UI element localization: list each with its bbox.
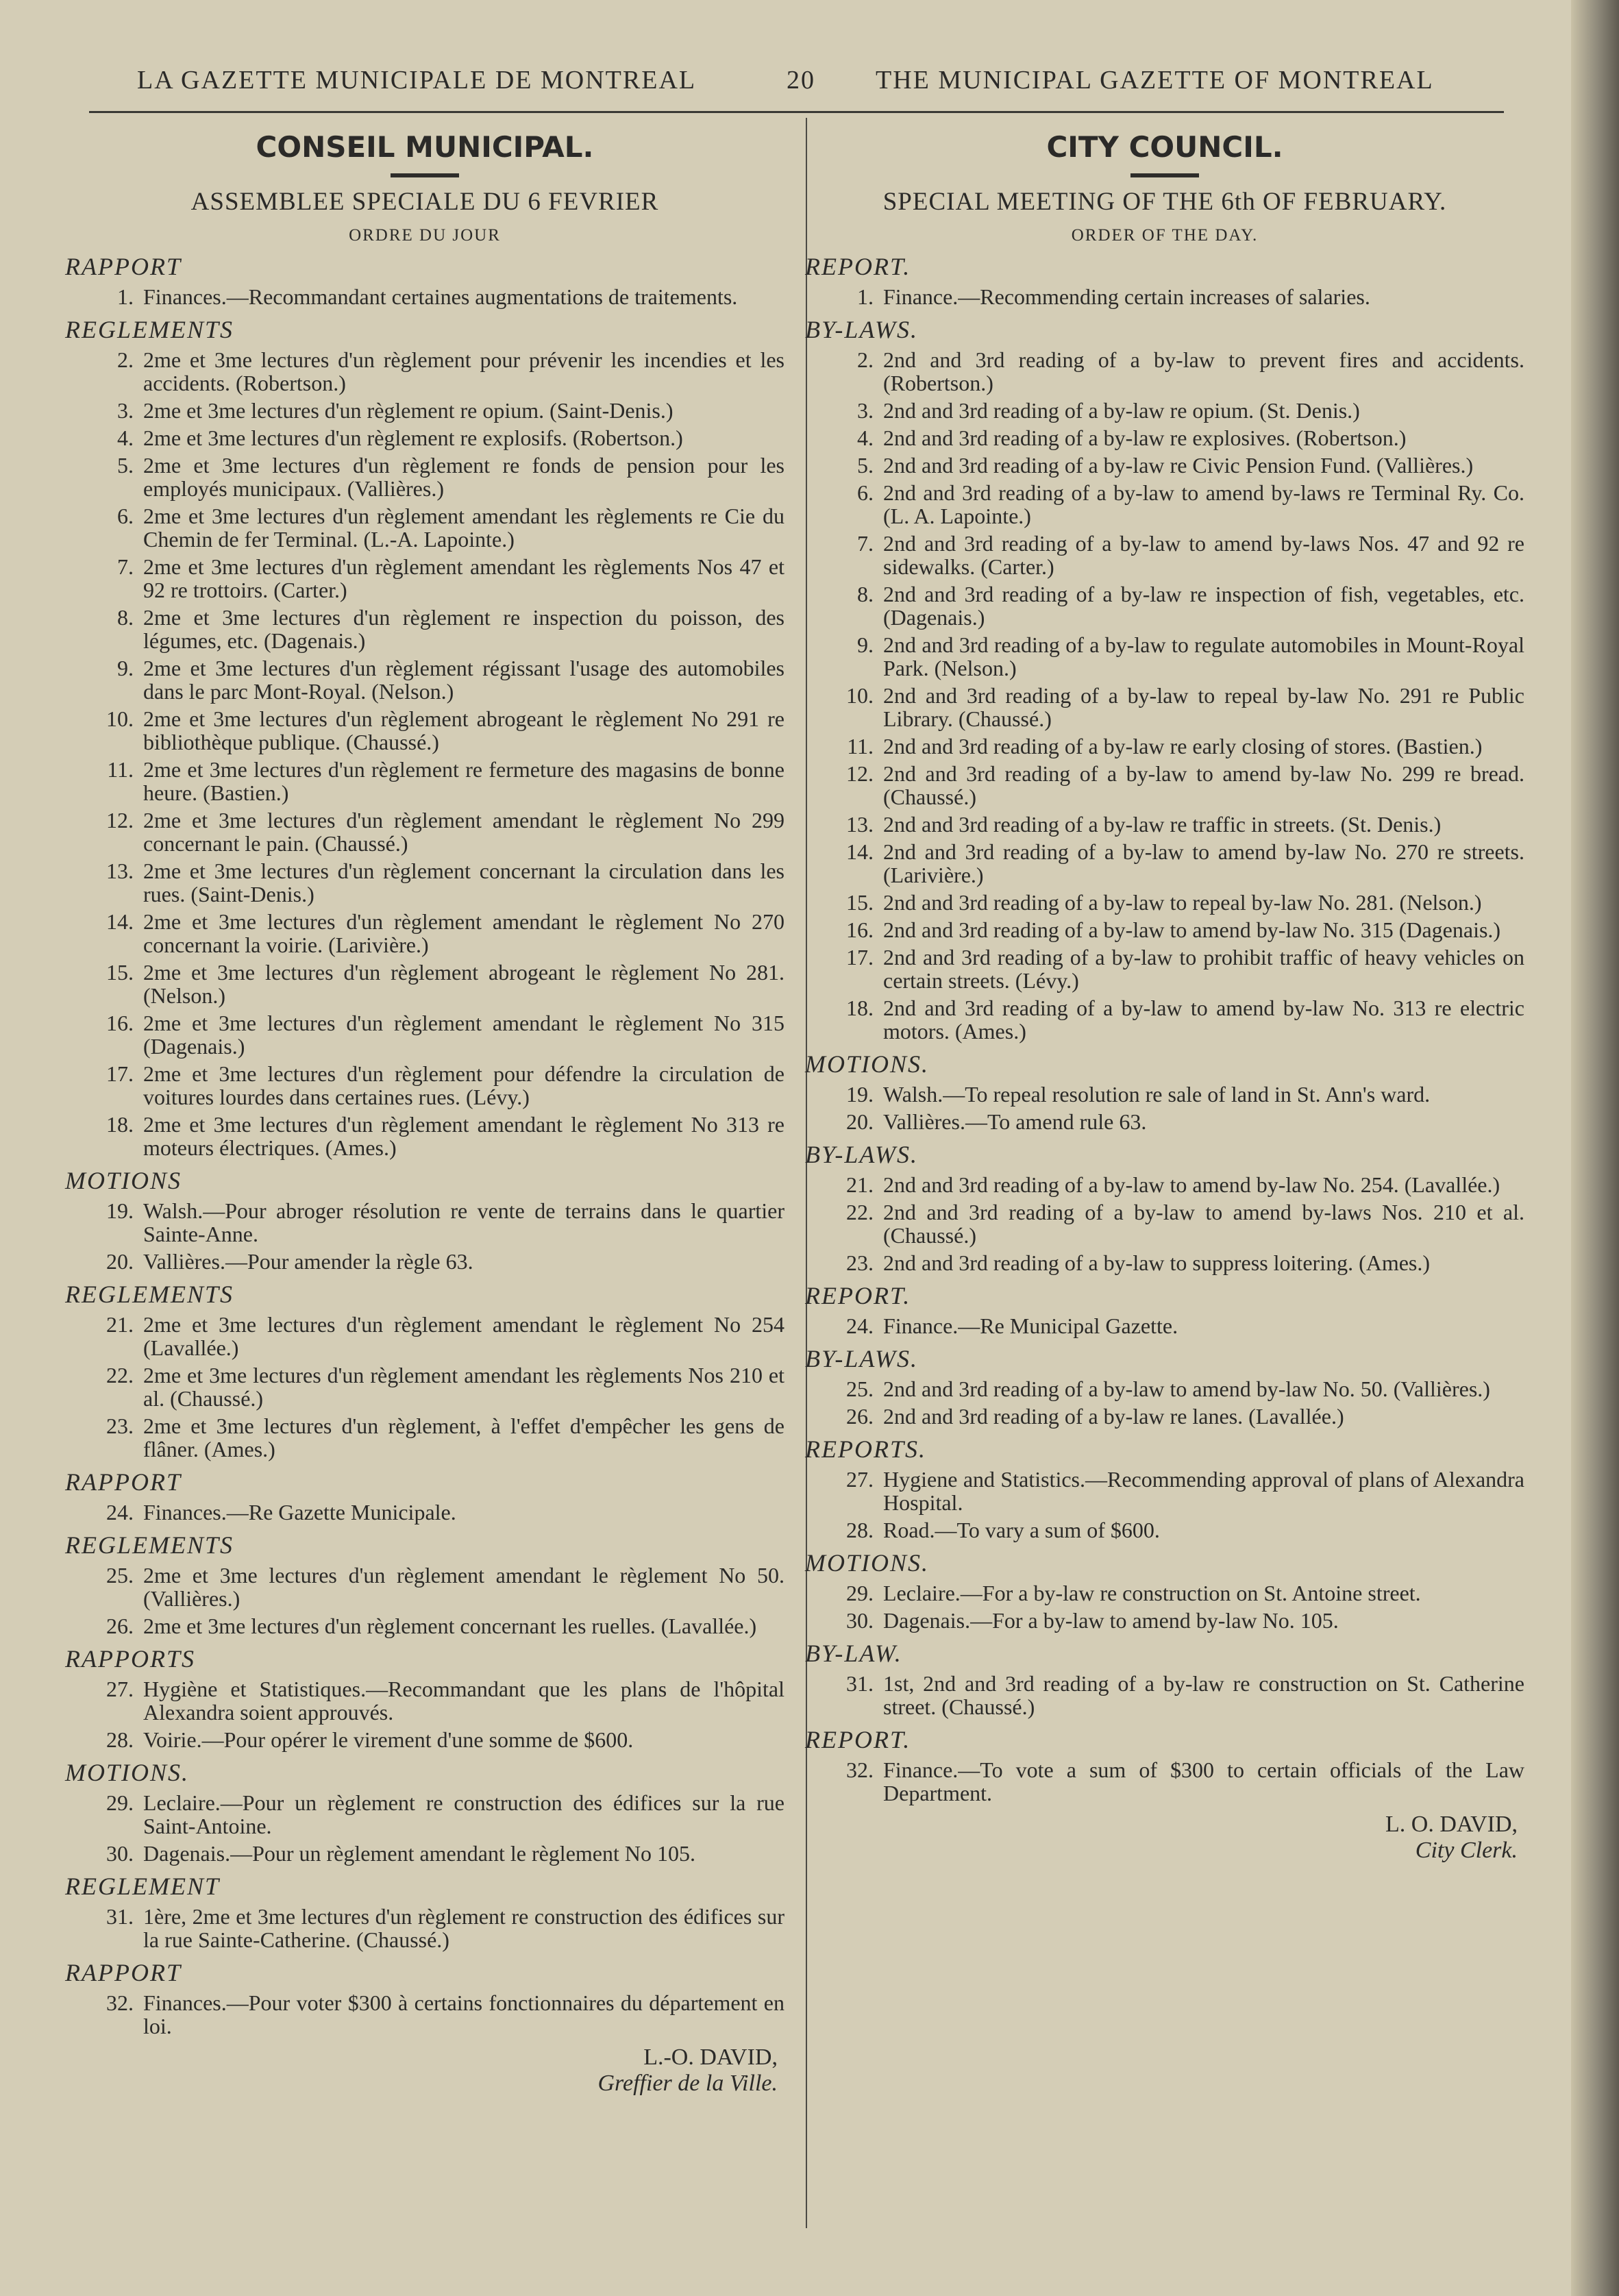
item-number: 7. xyxy=(857,531,874,556)
agenda-item xyxy=(65,1011,784,1058)
signature-title: Greffier de la Ville. xyxy=(597,2071,778,2096)
page-number: 20 xyxy=(787,66,815,95)
item-number: 25. xyxy=(846,1377,874,1401)
item-text: 2nd and 3rd reading of a by-law to prohibit traffic of heavy vehicles on certain streets. (Lévy.) xyxy=(883,945,1524,993)
item-number: 10. xyxy=(846,683,874,708)
item-number: 17. xyxy=(846,945,874,970)
item-text: 2nd and 3rd reading of a by-law to amend by-laws Nos. 47 and 92 re sidewalks. (Carter.) xyxy=(883,531,1524,579)
item-text: 2nd and 3rd reading of a by-law to amend by-laws Nos. 210 et al. (Chaussé.) xyxy=(883,1200,1524,1248)
item-text: 2me et 3me lectures d'un règlement re fonds de pension pour les employés municipaux. (Vallières.) xyxy=(143,453,784,501)
item-number: 5. xyxy=(857,453,874,478)
agenda-item xyxy=(805,285,1524,308)
item-text: Hygiène et Statistiques.—Recommandant que les plans de l'hôpital Alexandra soient approuvés. xyxy=(143,1677,784,1725)
item-number: 30. xyxy=(106,1841,134,1866)
item-number: 29. xyxy=(106,1790,134,1815)
item-number: 2. xyxy=(857,347,874,372)
item-text: 2nd and 3rd reading of a by-law re traffic in streets. (St. Denis.) xyxy=(883,812,1442,837)
item-number: 12. xyxy=(846,761,874,786)
item-text: 2me et 3me lectures d'un règlement pour défendre la circulation de voitures lourdes dans certaines rues. (Lévy.) xyxy=(143,1061,784,1109)
item-text: 2me et 3me lectures d'un règlement concernant la circulation dans les rues. (Saint-Denis.) xyxy=(143,859,784,906)
item-number: 16. xyxy=(106,1011,134,1035)
agenda-item xyxy=(65,1062,784,1109)
agenda-item xyxy=(65,606,784,652)
meeting-heading: ASSEMBLEE SPECIALE DU 6 FEVRIER xyxy=(190,188,659,216)
item-number: 26. xyxy=(106,1614,134,1638)
item-number: 15. xyxy=(846,890,874,915)
item-number: 7. xyxy=(117,554,134,579)
agenda-item xyxy=(65,707,784,754)
item-text: 2nd and 3rd reading of a by-law to suppress loitering. (Ames.) xyxy=(883,1250,1431,1275)
agenda-item xyxy=(65,1842,784,1865)
item-number: 8. xyxy=(857,582,874,606)
agenda-item xyxy=(805,1609,1524,1632)
item-number: 25. xyxy=(106,1563,134,1588)
item-number: 15. xyxy=(106,960,134,985)
signature-name: L.-O. DAVID, xyxy=(643,2045,778,2070)
agenda-item xyxy=(65,1250,784,1273)
item-number: 21. xyxy=(846,1172,874,1197)
item-number: 19. xyxy=(106,1198,134,1223)
item-number: 22. xyxy=(846,1200,874,1224)
item-number: 4. xyxy=(117,425,134,450)
agenda-item xyxy=(805,1083,1524,1106)
item-number: 21. xyxy=(106,1312,134,1337)
column-title: CITY COUNCIL. xyxy=(1046,130,1283,164)
item-text: 2me et 3me lectures d'un règlement concernant les ruelles. (Lavallée.) xyxy=(143,1614,757,1638)
item-number: 10. xyxy=(106,706,134,731)
agenda-item xyxy=(805,1672,1524,1718)
item-number: 22. xyxy=(106,1363,134,1387)
agenda-item xyxy=(65,758,784,804)
item-text: 2nd and 3rd reading of a by-law to amend by-law No. 315 (Dagenais.) xyxy=(883,917,1501,942)
item-text: Vallières.—To amend rule 63. xyxy=(883,1109,1147,1134)
item-number: 14. xyxy=(846,839,874,864)
item-text: 2me et 3me lectures d'un règlement, à l'effet d'empêcher les gens de flâner. (Ames.) xyxy=(143,1414,784,1461)
item-number: 31. xyxy=(846,1671,874,1696)
item-text: 2nd and 3rd reading of a by-law to repeal by-law No. 291 re Public Library. (Chaussé.) xyxy=(883,683,1524,731)
section-heading: MOTIONS xyxy=(65,1167,182,1194)
agenda-item xyxy=(65,555,784,602)
agenda-item xyxy=(65,910,784,956)
section-heading: BY-LAW. xyxy=(805,1640,902,1667)
item-number: 28. xyxy=(106,1727,134,1752)
agenda-item xyxy=(805,1314,1524,1337)
item-text: 2nd and 3rd reading of a by-law to prevent fires and accidents. (Robertson.) xyxy=(883,347,1524,395)
agenda-item xyxy=(65,1199,784,1246)
item-number: 9. xyxy=(857,632,874,657)
item-text: Road.—To vary a sum of $600. xyxy=(883,1518,1160,1542)
item-number: 16. xyxy=(846,917,874,942)
item-text: Finances.—Recommandant certaines augmentations de traitements. xyxy=(143,284,738,309)
item-text: 2nd and 3rd reading of a by-law to amend by-law No. 313 re electric motors. (Ames.) xyxy=(883,996,1524,1044)
item-number: 11. xyxy=(847,734,874,758)
section-heading: RAPPORT xyxy=(65,1468,182,1496)
order-of-day-label: ORDER OF THE DAY. xyxy=(1071,226,1259,245)
item-text: 1ère, 2me et 3me lectures d'un règlement re construction des édifices sur la rue Sainte-Catherine. (Chaussé.) xyxy=(143,1904,784,1952)
agenda-item xyxy=(805,684,1524,730)
item-number: 5. xyxy=(117,453,134,478)
item-number: 28. xyxy=(846,1518,874,1542)
agenda-item xyxy=(65,1501,784,1524)
section-heading: REPORT. xyxy=(805,1726,911,1753)
item-text: 2me et 3me lectures d'un règlement amendant le règlement No 50. (Vallières.) xyxy=(143,1563,784,1611)
column-title: CONSEIL MUNICIPAL. xyxy=(256,130,594,164)
item-number: 18. xyxy=(106,1112,134,1137)
agenda-item xyxy=(805,840,1524,887)
section-heading: REPORT. xyxy=(805,253,911,280)
agenda-item xyxy=(805,1251,1524,1274)
agenda-sections xyxy=(805,252,1524,1805)
item-text: Finances.—Pour voter $300 à certains fonctionnaires du département en loi. xyxy=(143,1990,784,2038)
order-of-day-label: ORDRE DU JOUR xyxy=(349,226,501,245)
agenda-item xyxy=(805,735,1524,758)
item-text: 2me et 3me lectures d'un règlement re opium. (Saint-Denis.) xyxy=(143,398,673,423)
agenda-item xyxy=(805,1200,1524,1247)
item-text: 2me et 3me lectures d'un règlement amendant les règlements re Cie du Chemin de fer Terminal. (L.-A. Lapointe.) xyxy=(143,504,784,552)
agenda-item xyxy=(65,454,784,500)
item-text: 2me et 3me lectures d'un règlement abrogeant le règlement No 291 re bibliothèque publique. (Chaussé.) xyxy=(143,706,784,754)
item-text: 2me et 3me lectures d'un règlement amendant le règlement No 315 (Dagenais.) xyxy=(143,1011,784,1059)
item-number: 29. xyxy=(846,1581,874,1605)
item-text: Walsh.—Pour abroger résolution re vente de terrains dans le quartier Sainte-Anne. xyxy=(143,1198,784,1246)
title-underline xyxy=(391,173,459,177)
section-heading: BY-LAWS. xyxy=(805,1345,918,1372)
item-text: 2nd and 3rd reading of a by-law to amend by-law No. 50. (Vallières.) xyxy=(883,1377,1490,1401)
item-text: 2nd and 3rd reading of a by-law re inspection of fish, vegetables, etc. (Dagenais.) xyxy=(883,582,1524,630)
item-text: Vallières.—Pour amender la règle 63. xyxy=(143,1249,473,1274)
item-text: Finances.—Re Gazette Municipale. xyxy=(143,1500,456,1525)
page-binding-shadow xyxy=(1571,0,1619,2296)
item-number: 12. xyxy=(106,808,134,832)
item-text: 2me et 3me lectures d'un règlement amendant le règlement No 299 concernant le pain. (Chaussé.) xyxy=(143,808,784,856)
agenda-item xyxy=(805,1468,1524,1514)
agenda-sections xyxy=(65,252,784,2038)
item-text: 2nd and 3rd reading of a by-law to amend by-law No. 270 re streets. (Larivière.) xyxy=(883,839,1524,887)
item-text: Finance.—To vote a sum of $300 to certain officials of the Law Department. xyxy=(883,1757,1524,1805)
section-heading: MOTIONS. xyxy=(805,1549,930,1577)
section-heading: RAPPORT xyxy=(65,1959,182,1986)
agenda-item xyxy=(65,961,784,1007)
item-number: 13. xyxy=(846,812,874,837)
item-text: 2nd and 3rd reading of a by-law re explosives. (Robertson.) xyxy=(883,425,1407,450)
agenda-item xyxy=(805,481,1524,528)
agenda-item xyxy=(65,1905,784,1951)
item-number: 24. xyxy=(106,1500,134,1525)
item-number: 27. xyxy=(106,1677,134,1701)
agenda-item xyxy=(65,656,784,703)
agenda-item xyxy=(805,348,1524,395)
agenda-item xyxy=(65,859,784,906)
section-heading: REPORT. xyxy=(805,1282,911,1309)
item-text: 2me et 3me lectures d'un règlement pour prévenir les incendies et les accidents. (Robertson.) xyxy=(143,347,784,395)
item-text: 2me et 3me lectures d'un règlement régissant l'usage des automobiles dans le parc Mont-Royal. (Nelson.) xyxy=(143,656,784,704)
agenda-item xyxy=(805,582,1524,629)
item-number: 11. xyxy=(107,757,134,782)
item-number: 30. xyxy=(846,1608,874,1633)
item-text: Dagenais.—Pour un règlement amendant le règlement No 105. xyxy=(143,1841,695,1866)
item-number: 27. xyxy=(846,1467,874,1492)
item-text: 2me et 3me lectures d'un règlement amendant les règlements Nos 47 et 92 re trottoirs. (Carter.) xyxy=(143,554,784,602)
item-text: Voirie.—Pour opérer le virement d'une somme de $600. xyxy=(143,1727,634,1752)
agenda-item xyxy=(65,1113,784,1159)
item-text: 2me et 3me lectures d'un règlement re fermeture des magasins de bonne heure. (Bastien.) xyxy=(143,757,784,805)
item-number: 18. xyxy=(846,996,874,1020)
agenda-item xyxy=(65,1313,784,1359)
item-number: 32. xyxy=(846,1757,874,1782)
agenda-item xyxy=(805,1377,1524,1400)
section-heading: MOTIONS. xyxy=(65,1759,190,1786)
agenda-item xyxy=(65,1677,784,1724)
section-heading: REGLEMENTS xyxy=(65,1531,234,1559)
section-heading: MOTIONS. xyxy=(805,1050,930,1078)
agenda-item xyxy=(805,426,1524,449)
item-number: 2. xyxy=(117,347,134,372)
item-number: 9. xyxy=(117,656,134,680)
item-text: Dagenais.—For a by-law to amend by-law No. 105. xyxy=(883,1608,1339,1633)
agenda-item xyxy=(65,1791,784,1838)
item-number: 3. xyxy=(117,398,134,423)
agenda-item xyxy=(65,285,784,308)
agenda-item xyxy=(65,426,784,449)
item-text: 2nd and 3rd reading of a by-law to amend by-law No. 299 re bread. (Chaussé.) xyxy=(883,761,1524,809)
item-number: 20. xyxy=(846,1109,874,1134)
agenda-item xyxy=(805,762,1524,808)
agenda-item xyxy=(805,996,1524,1043)
section-heading: BY-LAWS. xyxy=(805,316,918,343)
section-heading: REGLEMENTS xyxy=(65,1281,234,1308)
item-number: 20. xyxy=(106,1249,134,1274)
title-underline xyxy=(1130,173,1199,177)
header-title-english: THE MUNICIPAL GAZETTE OF MONTREAL xyxy=(876,66,1434,95)
item-text: 2me et 3me lectures d'un règlement amendant les règlements Nos 210 et al. (Chaussé.) xyxy=(143,1363,784,1411)
agenda-item xyxy=(805,1110,1524,1133)
agenda-item xyxy=(805,891,1524,914)
item-text: 2me et 3me lectures d'un règlement re inspection du poisson, des légumes, etc. (Dagenais.) xyxy=(143,605,784,653)
section-heading: BY-LAWS. xyxy=(805,1141,918,1168)
header-title-french: LA GAZETTE MUNICIPALE DE MONTREAL xyxy=(137,66,697,95)
agenda-item xyxy=(65,1614,784,1638)
section-heading: REGLEMENTS xyxy=(65,316,234,343)
item-text: Walsh.—To repeal resolution re sale of land in St. Ann's ward. xyxy=(883,1082,1431,1107)
agenda-item xyxy=(65,1363,784,1410)
item-text: 2me et 3me lectures d'un règlement amendant le règlement No 313 re moteurs électriques. (Ames.) xyxy=(143,1112,784,1160)
item-text: 2nd and 3rd reading of a by-law to regulate automobiles in Mount-Royal Park. (Nelson.) xyxy=(883,632,1524,680)
french-column xyxy=(65,130,784,2097)
agenda-item xyxy=(805,918,1524,941)
agenda-item xyxy=(805,1173,1524,1196)
section-heading: RAPPORT xyxy=(65,253,182,280)
item-number: 1. xyxy=(857,284,874,309)
agenda-item xyxy=(65,1414,784,1461)
signature-title: City Clerk. xyxy=(1415,1838,1518,1863)
item-text: 2nd and 3rd reading of a by-law to amend by-laws re Terminal Ry. Co. (L. A. Lapointe.) xyxy=(883,480,1524,528)
agenda-item xyxy=(65,399,784,422)
item-number: 31. xyxy=(106,1904,134,1929)
item-number: 14. xyxy=(106,909,134,934)
item-text: 2nd and 3rd reading of a by-law to repeal by-law No. 281. (Nelson.) xyxy=(883,890,1482,915)
agenda-item xyxy=(65,808,784,855)
item-text: Leclaire.—For a by-law re construction on St. Antoine street. xyxy=(883,1581,1421,1605)
item-text: Finance.—Re Municipal Gazette. xyxy=(883,1313,1178,1338)
item-text: 2nd and 3rd reading of a by-law re early closing of stores. (Bastien.) xyxy=(883,734,1483,758)
item-number: 3. xyxy=(857,398,874,423)
agenda-item xyxy=(805,813,1524,836)
item-text: 2nd and 3rd reading of a by-law re lanes. (Lavallée.) xyxy=(883,1404,1344,1429)
agenda-item xyxy=(65,1564,784,1610)
item-number: 4. xyxy=(857,425,874,450)
agenda-item xyxy=(805,454,1524,477)
item-text: 2nd and 3rd reading of a by-law to amend by-law No. 254. (Lavallée.) xyxy=(883,1172,1500,1197)
item-text: 1st, 2nd and 3rd reading of a by-law re construction on St. Catherine street. (Chaussé.) xyxy=(883,1671,1524,1719)
section-heading: RAPPORTS xyxy=(65,1645,195,1672)
item-text: Hygiene and Statistics.—Recommending approval of plans of Alexandra Hospital. xyxy=(883,1467,1524,1515)
item-text: 2me et 3me lectures d'un règlement abrogeant le règlement No 281. (Nelson.) xyxy=(143,960,784,1008)
item-number: 6. xyxy=(857,480,874,505)
item-number: 23. xyxy=(846,1250,874,1275)
agenda-item xyxy=(65,1991,784,2038)
item-text: 2me et 3me lectures d'un règlement amendant le règlement No 254 (Lavallée.) xyxy=(143,1312,784,1360)
agenda-item xyxy=(805,946,1524,992)
section-heading: REPORTS. xyxy=(805,1435,926,1463)
item-number: 32. xyxy=(106,1990,134,2015)
item-number: 26. xyxy=(846,1404,874,1429)
item-text: 2me et 3me lectures d'un règlement amendant le règlement No 270 concernant la voirie. (Larivière.) xyxy=(143,909,784,957)
agenda-item xyxy=(65,1728,784,1751)
agenda-item xyxy=(805,399,1524,422)
section-heading: REGLEMENT xyxy=(65,1873,221,1900)
meeting-heading: SPECIAL MEETING OF THE 6th OF FEBRUARY. xyxy=(882,188,1447,216)
agenda-item xyxy=(805,1581,1524,1605)
item-text: 2nd and 3rd reading of a by-law re opium. (St. Denis.) xyxy=(883,398,1360,423)
english-column xyxy=(805,130,1524,1864)
agenda-item xyxy=(65,348,784,395)
agenda-item xyxy=(805,1518,1524,1542)
item-number: 13. xyxy=(106,859,134,883)
signature-name: L. O. DAVID, xyxy=(1385,1812,1518,1837)
item-number: 6. xyxy=(117,504,134,528)
item-text: 2nd and 3rd reading of a by-law re Civic Pension Fund. (Vallières.) xyxy=(883,453,1474,478)
item-text: Leclaire.—Pour un règlement re construction des édifices sur la rue Saint-Antoine. xyxy=(143,1790,784,1838)
agenda-item xyxy=(805,532,1524,578)
item-number: 8. xyxy=(117,605,134,630)
agenda-item xyxy=(805,1405,1524,1428)
item-number: 23. xyxy=(106,1414,134,1438)
item-number: 19. xyxy=(846,1082,874,1107)
item-text: Finance.—Recommending certain increases of salaries. xyxy=(883,284,1370,309)
item-text: 2me et 3me lectures d'un règlement re explosifs. (Robertson.) xyxy=(143,425,683,450)
agenda-item xyxy=(65,504,784,551)
item-number: 24. xyxy=(846,1313,874,1338)
item-number: 17. xyxy=(106,1061,134,1086)
agenda-item xyxy=(805,633,1524,680)
item-number: 1. xyxy=(117,284,134,309)
agenda-item xyxy=(805,1758,1524,1805)
header-rule xyxy=(89,111,1504,113)
